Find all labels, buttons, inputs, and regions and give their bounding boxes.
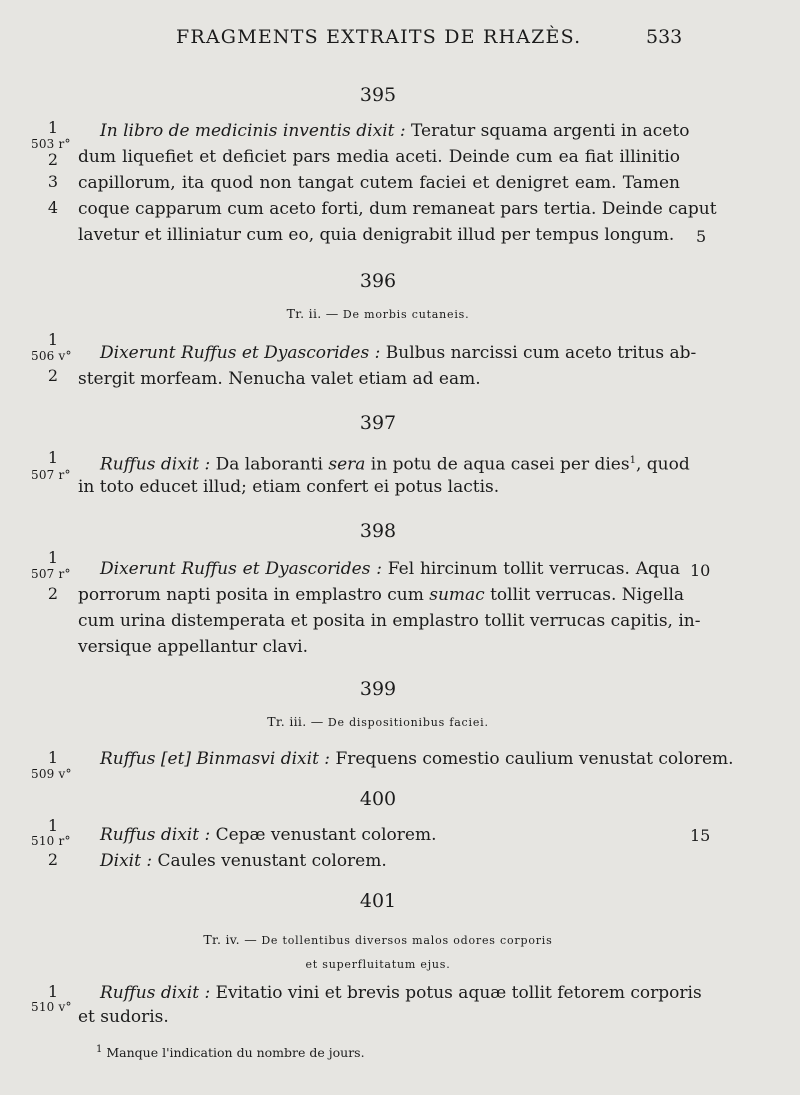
margin-line-number: 3	[47, 172, 59, 191]
margin-line-number: 1	[47, 330, 59, 349]
text-line: versique appellantur clavi.	[78, 637, 309, 657]
margin-line-number: 1	[47, 548, 59, 567]
line-text: Da laboranti	[210, 454, 329, 475]
speaker-intro: In libro de medicinis inventis dixit :	[100, 121, 406, 141]
text-line: cum urina distemperata et posita in emplastro tollit verrucas capitis, in-	[78, 611, 701, 631]
text-line	[100, 118, 690, 144]
margin-folio-ref: 503 r°	[31, 137, 71, 151]
section-title	[0, 714, 756, 729]
margin-folio-ref: 506 v°	[31, 349, 72, 363]
line-text: porrorum napti posita in emplastro cum	[78, 585, 430, 605]
text-line	[100, 822, 680, 848]
speaker-intro: Dixerunt Ruffus et Dyascorides :	[100, 559, 382, 579]
section-title	[0, 932, 756, 947]
margin-line-number: 2	[47, 150, 59, 169]
treatise-label: Tr. iv. —	[203, 932, 262, 947]
treatise-title: De tollentibus diversos malos odores corporis	[261, 934, 553, 947]
treatise-label: Tr. ii. —	[286, 306, 343, 321]
line-text: Frequens comestio caulium venustat colorem.	[330, 749, 734, 769]
text-line: et sudoris.	[78, 1007, 169, 1027]
treatise-title: De morbis cutaneis.	[342, 308, 470, 321]
treatise-title: et superfluitatum ejus.	[305, 958, 451, 971]
treatise-label: Tr. iii. —	[267, 714, 328, 729]
section-title-continued	[0, 956, 756, 971]
right-line-number: 5	[696, 227, 707, 246]
footnote-mark: 1	[96, 1044, 103, 1055]
section-number: 397	[359, 412, 397, 434]
speaker-intro: Ruffus dixit :	[100, 825, 211, 845]
speaker-intro: Dixerunt Ruffus et Dyascorides :	[100, 343, 381, 363]
section-number: 400	[359, 788, 397, 810]
text-line	[100, 980, 702, 1006]
speaker-intro: Ruffus dixit :	[100, 983, 211, 1003]
margin-line-number: 4	[47, 198, 59, 217]
line-text: Fel hircinum tollit verrucas. Aqua	[381, 559, 680, 579]
speaker-intro: Ruffus [et] Binmasvi dixit :	[100, 749, 331, 769]
margin-folio-ref: 510 r°	[31, 834, 71, 848]
line-text: in potu de aqua casei per dies	[365, 454, 630, 475]
page-number: 533	[646, 26, 683, 48]
text-line	[100, 556, 680, 582]
line-text: , quod	[635, 454, 690, 475]
line-text: tollit verrucas. Nigella	[484, 585, 685, 605]
speaker-intro: Ruffus dixit :	[100, 454, 211, 475]
footnote	[96, 1044, 365, 1060]
section-title	[0, 306, 756, 321]
right-line-number: 15	[690, 826, 711, 845]
text-line	[100, 848, 680, 874]
margin-line-number: 1	[47, 118, 59, 137]
margin-folio-ref: 510 v°	[31, 1000, 72, 1014]
section-number: 401	[359, 890, 397, 912]
text-line: in toto educet illud; etiam confert ei potus lactis.	[78, 477, 500, 497]
italic-term: sera	[328, 454, 366, 475]
footnote-text: Manque l'indication du nombre de jours.	[102, 1045, 365, 1061]
treatise-title: De dispositionibus faciei.	[327, 716, 489, 729]
text-line: coque capparum cum aceto forti, dum remaneat pars tertia. Deinde caput	[78, 199, 717, 219]
right-line-number: 10	[690, 561, 711, 580]
margin-line-number: 2	[47, 584, 59, 603]
footnote-ref: 1	[629, 455, 636, 466]
line-text: Cepæ venustant colorem.	[210, 825, 437, 845]
margin-line-number: 1	[47, 448, 59, 467]
margin-line-number: 2	[47, 850, 59, 869]
text-line: dum liquefiet et deficiet pars media aceti. Deinde cum ea fiat illinitio	[78, 147, 680, 167]
line-text: Caules venustant colorem.	[152, 851, 387, 871]
margin-folio-ref: 507 r°	[31, 567, 71, 581]
section-number: 395	[359, 84, 397, 106]
text-line: capillorum, ita quod non tangat cutem faciei et denigret eam. Tamen	[78, 173, 680, 193]
text-line	[100, 340, 697, 366]
text-line	[78, 582, 685, 608]
margin-line-number: 1	[47, 816, 59, 835]
running-header	[0, 26, 800, 52]
line-text: Teratur squama argenti in aceto	[405, 121, 690, 141]
section-number: 399	[359, 678, 397, 700]
margin-line-number: 1	[47, 982, 59, 1001]
speaker-intro: Dixit :	[100, 851, 153, 871]
line-text: Evitatio vini et brevis potus aquæ tollit fetorem corporis	[210, 983, 702, 1003]
line-text: Bulbus narcissi cum aceto tritus ab-	[380, 343, 697, 363]
text-line	[100, 746, 734, 772]
margin-folio-ref: 509 v°	[31, 767, 72, 781]
margin-folio-ref: 507 r°	[31, 468, 71, 482]
text-line: lavetur et illiniatur cum eo, quia denigrabit illud per tempus longum.	[78, 225, 675, 245]
section-number: 396	[359, 270, 397, 292]
text-line: stergit morfeam. Nenucha valet etiam ad eam.	[78, 369, 481, 389]
section-number: 398	[359, 520, 397, 542]
margin-line-number: 2	[47, 366, 59, 385]
running-title: FRAGMENTS EXTRAITS DE RHAZÈS.	[176, 26, 582, 48]
italic-term: sumac	[429, 585, 485, 605]
margin-line-number: 1	[47, 748, 59, 767]
